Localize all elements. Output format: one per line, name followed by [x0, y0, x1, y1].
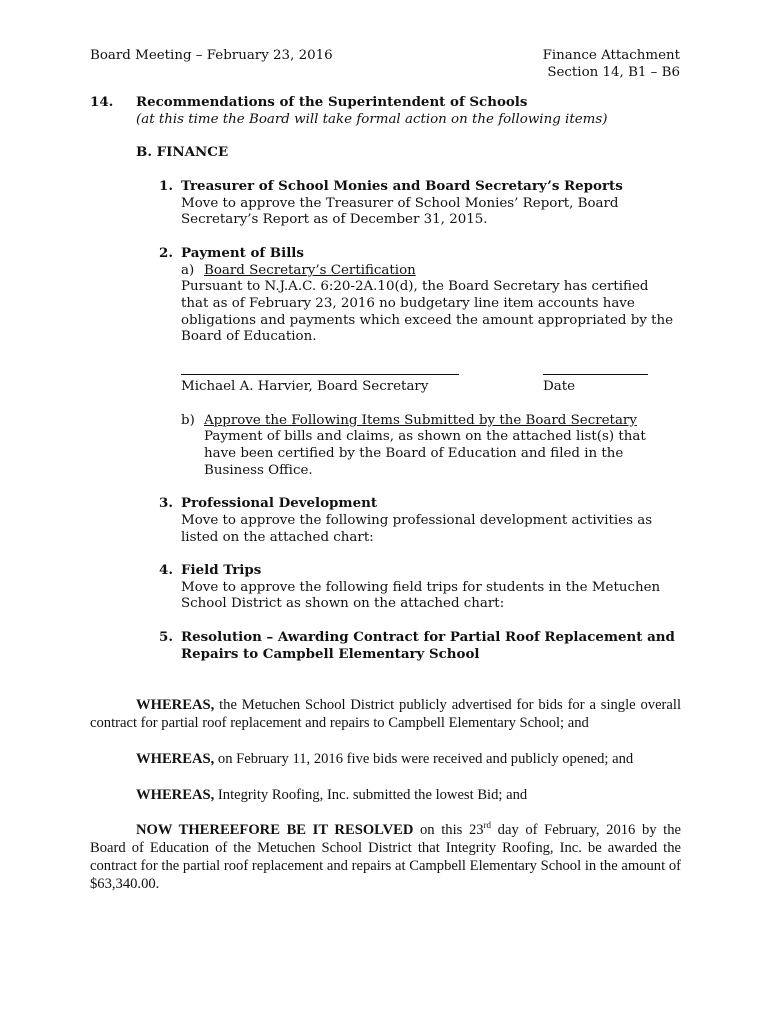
resolution-paragraph-3 [90, 786, 681, 804]
resolution-paragraph-2 [90, 750, 681, 768]
item-3-title: Professional Development [181, 495, 378, 511]
resolution-paragraph-1 [90, 696, 681, 732]
section-number: 14. [90, 94, 114, 110]
item-2a-text-line2: that as of February 23, 2016 no budgetary line item accounts have [181, 296, 635, 311]
item-3-number: 3. [159, 495, 173, 511]
item-2a-text-line1: Pursuant to N.J.A.C. 6:20-2A.10(d), the Board Secretary has certified [181, 279, 649, 294]
item-2a-title: Board Secretary’s Certification [204, 263, 416, 278]
item-2-number: 2. [159, 245, 173, 261]
item-1-text-line1: Move to approve the Treasurer of School Monies’ Report, Board [181, 196, 619, 211]
signature-date-label: Date [543, 379, 576, 394]
resolved-text-post: day of February, 2016 by the Board of Education of the Metuchen School District that Integrity Roofing, Inc. be awarded the contract for the partial roof replacement and repairs at Campbell Elementary School in the amount of $63,340.00. [90, 822, 682, 892]
item-4-text-line1: Move to approve the following field trips for students in the Metuchen [181, 580, 661, 595]
finance-heading: B. FINANCE [136, 144, 229, 160]
item-3-text-line1: Move to approve the following professional development activities as [181, 513, 653, 528]
resolved-text-pre: on this 23 [413, 822, 484, 838]
item-1-title: Treasurer of School Monies and Board Secretary’s Reports [181, 178, 623, 194]
signature-line [181, 374, 459, 375]
whereas-lead-1: WHEREAS, [136, 697, 215, 713]
item-4-title: Field Trips [181, 562, 262, 578]
item-2a-text-line4: Board of Education. [181, 329, 317, 344]
whereas-text-3: Integrity Roofing, Inc. submitted the lowest Bid; and [214, 787, 528, 803]
header-attachment-title: Finance Attachment [542, 48, 680, 63]
item-2b-text-line3: Business Office. [204, 463, 313, 478]
resolved-lead: NOW THEREEFORE BE IT RESOLVED [136, 822, 414, 838]
item-2-title: Payment of Bills [181, 245, 304, 261]
item-2a-text-line3: obligations and payments which exceed the amount appropriated by the [181, 313, 674, 328]
resolution-paragraph-4 [90, 821, 681, 893]
whereas-lead-2: WHEREAS, [136, 751, 215, 767]
item-2b-text-line2: have been certified by the Board of Education and filed in the [204, 446, 624, 461]
item-2a-marker: a) [181, 263, 195, 278]
item-1-text-line2: Secretary’s Report as of December 31, 2015. [181, 212, 488, 227]
date-line [543, 374, 648, 375]
resolved-ordinal-suffix: rd [483, 820, 492, 831]
item-1-number: 1. [159, 178, 173, 194]
item-2b-marker: b) [181, 413, 195, 428]
whereas-lead-3: WHEREAS, [136, 787, 215, 803]
item-2b-text-line1: Payment of bills and claims, as shown on the attached list(s) that [204, 429, 646, 444]
whereas-text-1: the Metuchen School District publicly advertised for bids for a single overall contract for partial roof replacement and repairs to Campbell Elementary School; and [90, 697, 681, 731]
section-subtitle: (at this time the Board will take formal action on the following items) [136, 112, 608, 127]
item-5-title-line1: Resolution – Awarding Contract for Partial Roof Replacement and [181, 629, 675, 645]
whereas-text-2: on February 11, 2016 five bids were received and publicly opened; and [214, 751, 634, 767]
header-section-range: Section 14, B1 – B6 [547, 65, 680, 80]
item-4-number: 4. [159, 562, 173, 578]
header-meeting-date: Board Meeting – February 23, 2016 [90, 48, 333, 63]
item-5-number: 5. [159, 629, 173, 645]
signature-name: Michael A. Harvier, Board Secretary [181, 379, 429, 394]
item-5-title-line2: Repairs to Campbell Elementary School [181, 646, 480, 662]
item-2b-title: Approve the Following Items Submitted by the Board Secretary [204, 413, 637, 428]
item-4-text-line2: School District as shown on the attached chart: [181, 596, 505, 611]
section-title: Recommendations of the Superintendent of Schools [136, 94, 528, 110]
item-3-text-line2: listed on the attached chart: [181, 530, 374, 545]
